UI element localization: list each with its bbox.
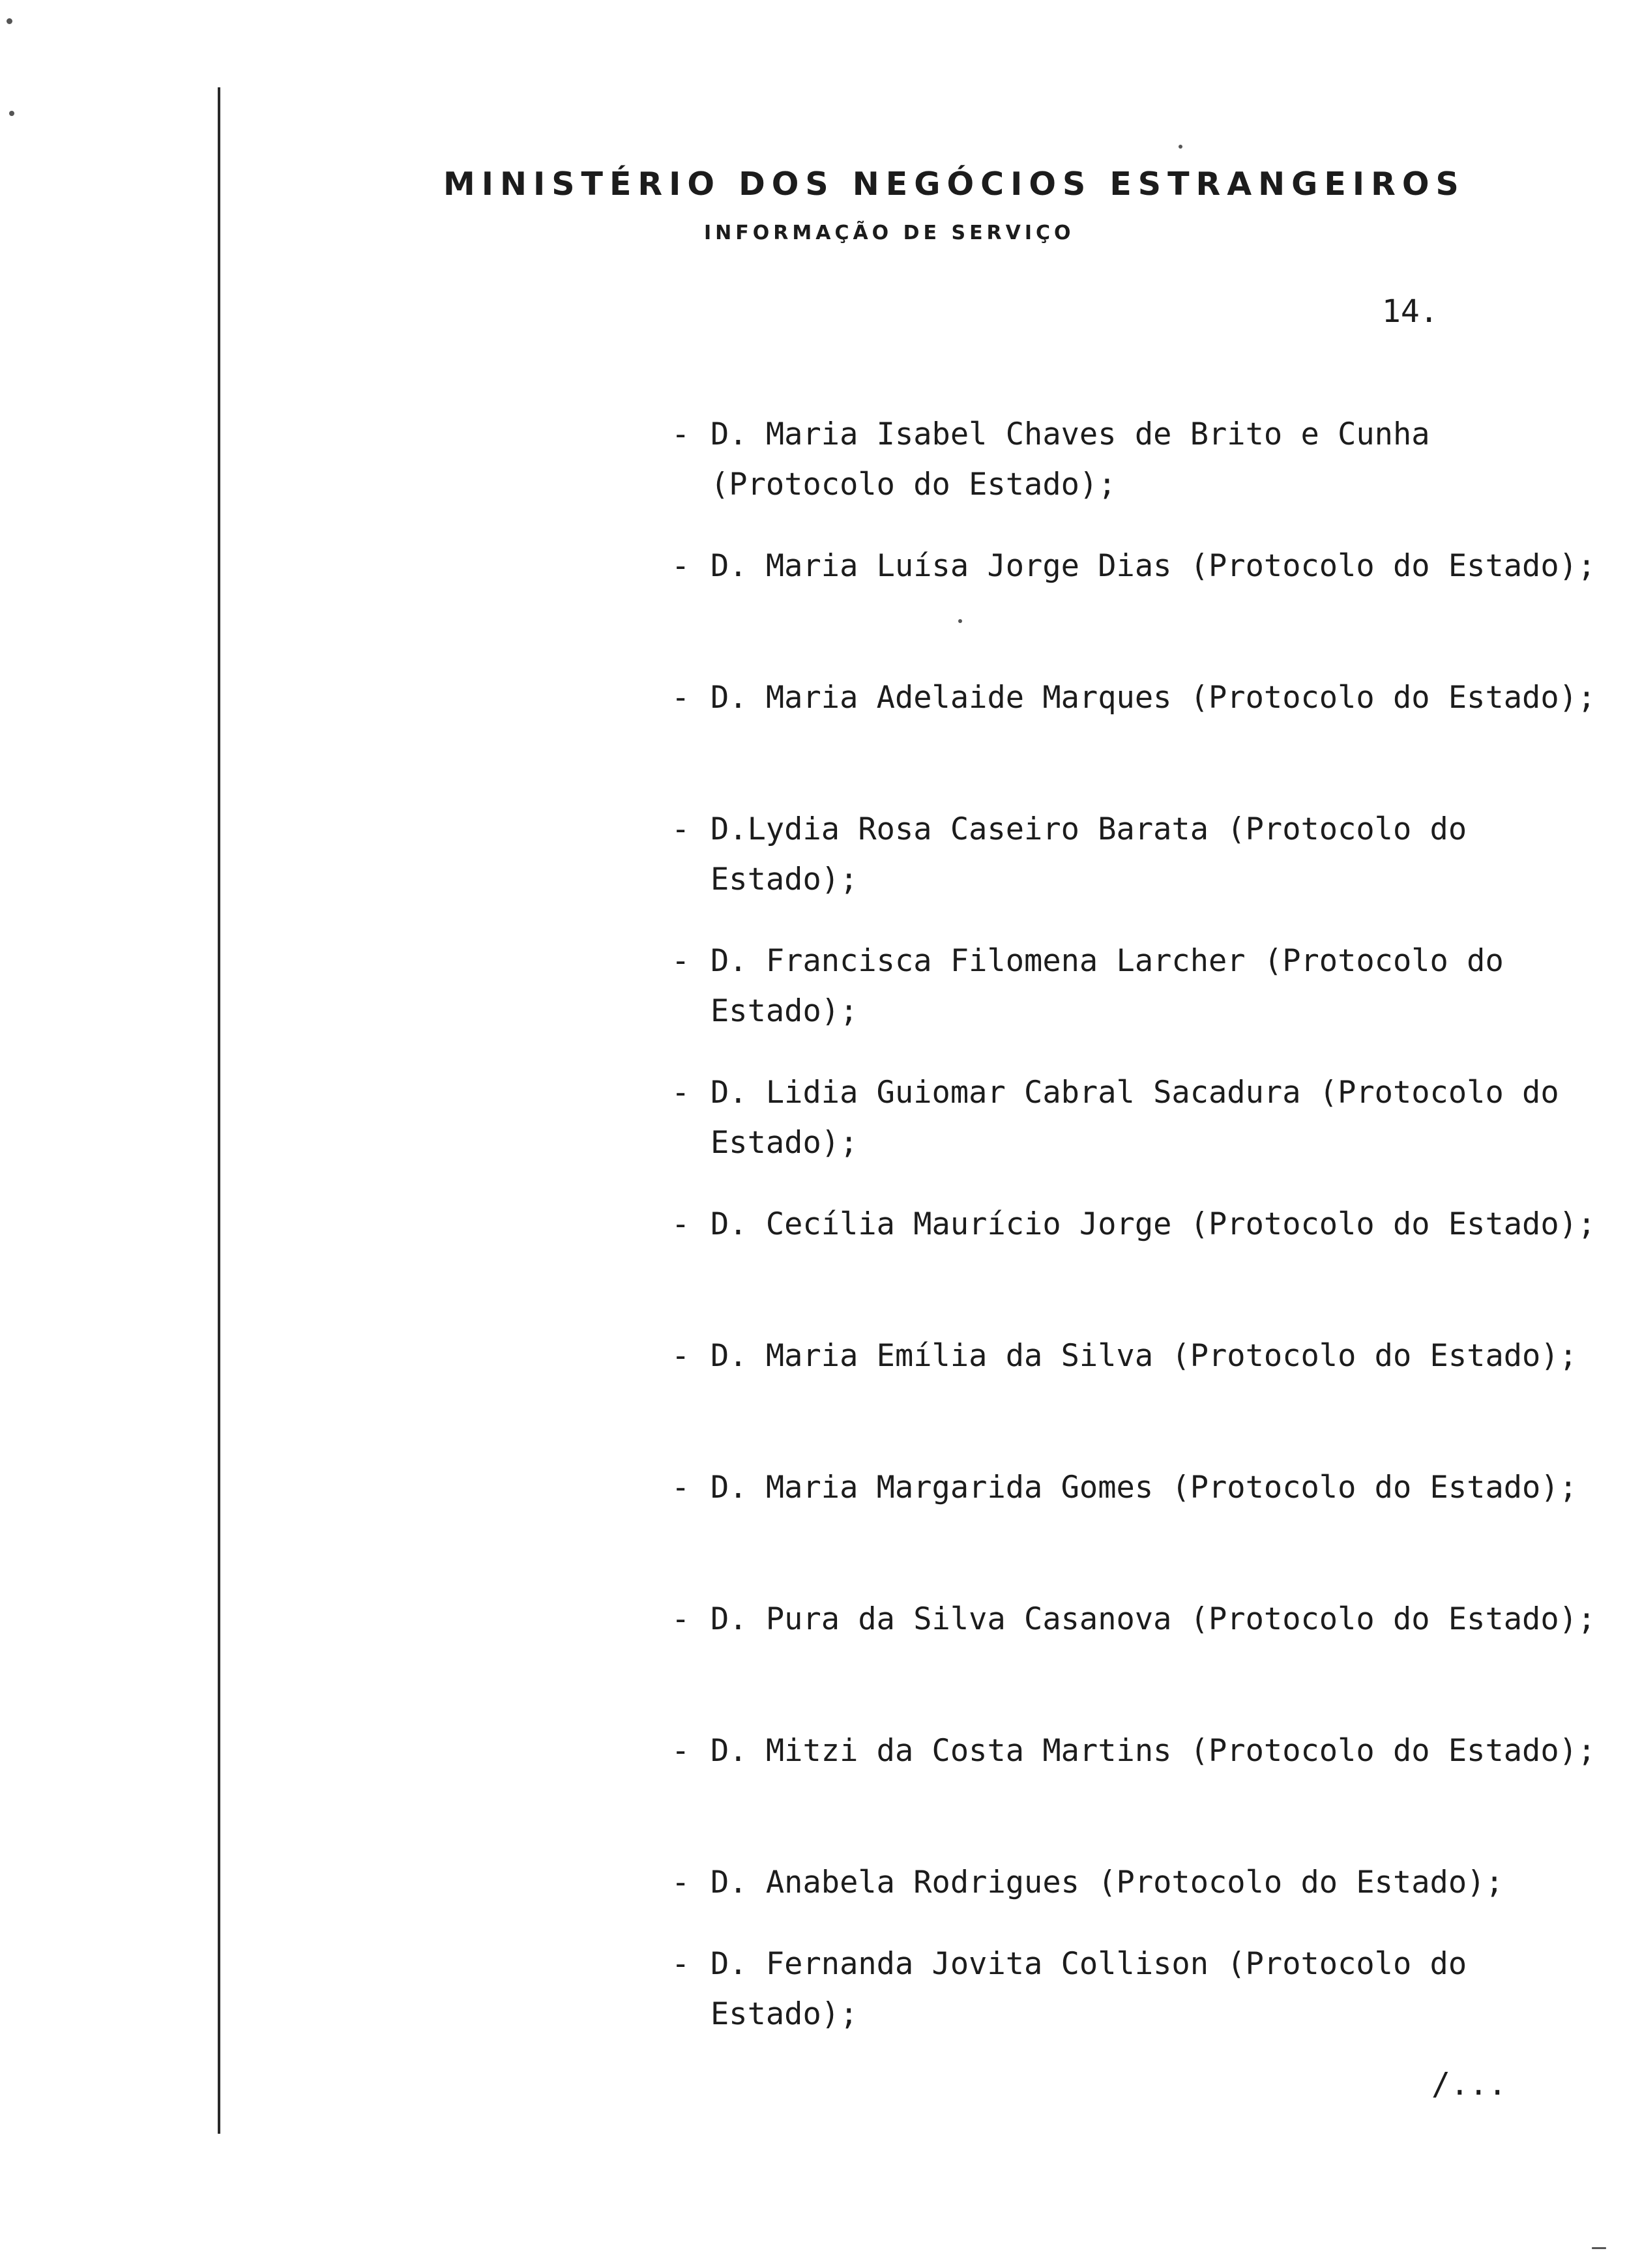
list-item-text: D. Fernanda Jovita Collison (Protocolo do Estado); — [711, 1946, 1467, 2032]
list-dash: - — [671, 811, 690, 847]
list-item — [671, 409, 1597, 510]
list-item-text: D. Francisca Filomena Larcher (Protocolo do Estado); — [711, 943, 1504, 1029]
continuation-mark: /... — [1431, 2066, 1507, 2102]
list-item — [671, 1331, 1597, 1431]
list-item-text: D. Lidia Guiomar Cabral Sacadura (Protocolo do Estado); — [711, 1075, 1559, 1161]
list-item-text: D. Mitzi da Costa Martins (Protocolo do Estado); — [711, 1733, 1596, 1769]
list-item-text: D. Maria Isabel Chaves de Brito e Cunha (Protocolo do Estado); — [711, 416, 1430, 502]
list-item — [671, 673, 1597, 773]
list-dash: - — [671, 680, 690, 716]
list-item-text: D. Cecília Maurício Jorge (Protocolo do Estado); — [711, 1206, 1596, 1242]
list-item — [671, 541, 1597, 641]
list-item-text: D. Anabela Rodrigues (Protocolo do Estado); — [711, 1865, 1504, 1900]
list-dash: - — [671, 943, 690, 979]
list-item-text: D. Maria Luísa Jorge Dias (Protocolo do Estado); — [711, 548, 1596, 584]
list-dash: - — [671, 1470, 690, 1505]
list-item — [671, 1726, 1597, 1826]
list-dash: - — [671, 416, 690, 452]
scan-speck — [9, 111, 14, 116]
list-item — [671, 804, 1597, 905]
list-dash: - — [671, 1206, 690, 1242]
list-item-text: D. Maria Emília da Silva (Protocolo do Estado); — [711, 1338, 1577, 1374]
list-dash: - — [671, 1865, 690, 1900]
scan-speck — [7, 18, 12, 24]
page-number: 14. — [1382, 293, 1439, 330]
list-item — [671, 1068, 1597, 1168]
list-item — [671, 1199, 1597, 1300]
list-dash: - — [671, 1733, 690, 1769]
list-dash: - — [671, 548, 690, 584]
list-item — [671, 1462, 1597, 1563]
list-dash: - — [671, 1946, 690, 1982]
scan-speck — [1592, 2247, 1606, 2249]
service-subtitle: INFORMAÇÃO DE SERVIÇO — [704, 222, 1075, 244]
list-dash: - — [671, 1601, 690, 1637]
list-item-text: D. Maria Margarida Gomes (Protocolo do Estado); — [711, 1470, 1577, 1505]
list-item-text: D.Lydia Rosa Caseiro Barata (Protocolo do Estado); — [711, 811, 1467, 897]
list-item — [671, 1939, 1597, 2039]
margin-rule — [218, 87, 220, 2134]
ministry-header: MINISTÉRIO DOS NEGÓCIOS ESTRANGEIROS — [443, 166, 1465, 203]
list-item — [671, 1594, 1597, 1694]
attendee-list — [671, 409, 1597, 2071]
list-item-text: D. Pura da Silva Casanova (Protocolo do Estado); — [711, 1601, 1596, 1637]
scan-speck — [1179, 145, 1182, 149]
list-dash: - — [671, 1338, 690, 1374]
list-dash: - — [671, 1075, 690, 1111]
list-item — [671, 1857, 1597, 1908]
scan-speck — [958, 619, 962, 623]
list-item — [671, 936, 1597, 1036]
list-item-text: D. Maria Adelaide Marques (Protocolo do Estado); — [711, 680, 1596, 716]
